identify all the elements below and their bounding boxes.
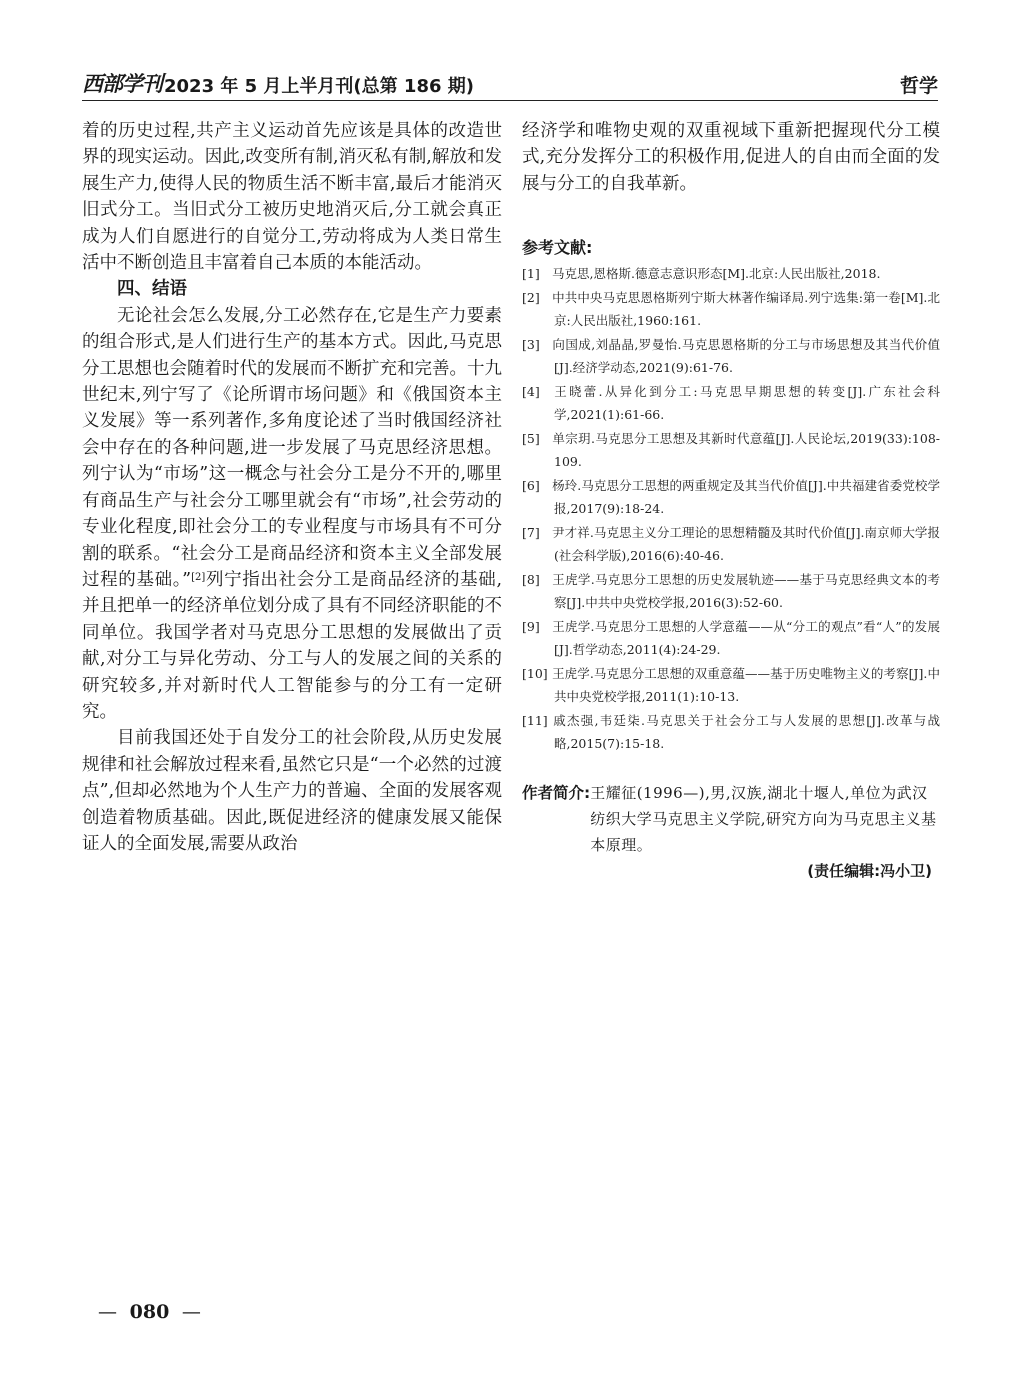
- reference-text: 尹才祥.马克思主义分工理论的思想精髓及其时代价值[J].南京师大学报(社会科学版),2016(6):40-46.: [552, 524, 940, 564]
- journal-logo: 西部学刊: [82, 72, 162, 96]
- reference-text: 马克思,恩格斯.德意志意识形态[M].北京:人民出版社,2018.: [552, 266, 881, 282]
- section-name: 哲学: [899, 75, 938, 97]
- paragraph-text: 列宁指出社会分工是商品经济的基础,并且把单一的经济单位划分成了具有不同经济职能的不同单位。我国学者对马克思分工思想的发展做出了贡献,对分工与异化劳动、分工与人的发展之间的关系的研究较多,并对新时代人工智能参与的分工有一定研究。: [82, 569, 503, 722]
- journal-title: [82, 68, 474, 98]
- reference-item: [522, 709, 940, 756]
- reference-number: [6]: [522, 477, 540, 493]
- author-text: 王耀征(1996—),男,汉族,湖北十堰人,单位为武汉纺织大学马克思主义学院,研究方向为马克思主义基本原理。: [590, 783, 937, 854]
- reference-item: [522, 474, 940, 521]
- reference-item: [522, 380, 940, 427]
- reference-number: [7]: [522, 524, 540, 540]
- reference-number: [1]: [522, 266, 540, 282]
- responsible-editor: (责任编辑:冯小卫): [807, 861, 932, 880]
- reference-item: [522, 568, 940, 615]
- right-column: [522, 118, 940, 884]
- reference-text: 王晓蕾.从异化到分工:马克思早期思想的转变[J].广东社会科学,2021(1):61-66.: [552, 383, 940, 423]
- reference-number: [3]: [522, 336, 540, 352]
- paragraph-text: 无论社会怎么发展,分工必然存在,它是生产力要素的组合形式,是人们进行生产的基本方式。因此,马克思分工思想也会随着时代的发展而不断扩充和完善。十九世纪末,列宁写了《论所谓市场问题》和《俄国资本主义发展》等一系列著作,多角度论述了当时俄国经济社会中存在的各种问题,进一步发展了马克思经济思想。列宁认为“市场”这一概念与社会分工是分不开的,哪里有商品生产与社会分工哪里就会有“市场”,社会劳动的专业化程度,即社会分工的专业程度与市场具有不可分割的联系。“社会分工是商品经济和资本主义全部发展过程的基础。”: [82, 305, 502, 590]
- author-label: 作者简介:: [522, 783, 591, 802]
- dash-left: —: [98, 1301, 117, 1323]
- header-rule: [82, 100, 938, 101]
- reference-text: 王虎学.马克思分工思想的历史发展轨迹——基于马克思经典文本的考察[J].中共中央党校学报,2016(3):52-60.: [552, 571, 940, 611]
- left-column: [82, 118, 502, 857]
- page-header: [82, 68, 938, 98]
- author-bio: [522, 780, 940, 858]
- page-number: 080: [129, 1301, 170, 1323]
- reference-text: 向国成,刘晶晶,罗曼怡.马克思恩格斯的分工与市场思想及其当代价值[J].经济学动态,2021(9):61-76.: [552, 336, 940, 376]
- paragraph: [82, 303, 502, 726]
- reference-text: 单宗玥.马克思分工思想及其新时代意蕴[J].人民论坛,2019(33):108-109.: [552, 430, 940, 470]
- references-title: 参考文献:: [522, 238, 593, 258]
- reference-item: [522, 262, 940, 286]
- reference-item: [522, 662, 940, 709]
- reference-number: [11]: [522, 712, 548, 728]
- paragraph-continued: 着的历史过程,共产主义运动首先应该是具体的改造世界的现实运动。因此,改变所有制,消灭私有制,解放和发展生产力,使得人民的物质生活不断丰富,最后才能消灭旧式分工。当旧式分工被历史地消灭后,分工就会真正成为人们自愿进行的自觉分工,劳动将成为人类日常生活中不断创造且丰富着自己本质的本能活动。: [82, 121, 502, 274]
- reference-text: 杨玲.马克思分工思想的两重规定及其当代价值[J].中共福建省委党校学报,2017(9):18-24.: [552, 477, 940, 517]
- reference-number: [2]: [522, 289, 540, 305]
- reference-item: [522, 521, 940, 568]
- citation-marker: [2]: [191, 571, 206, 583]
- reference-item: [522, 427, 940, 474]
- reference-text: 戚杰强,韦廷柒.马克思关于社会分工与人发展的思想[J].改革与战略,2015(7):15-18.: [552, 712, 940, 752]
- dash-right: —: [181, 1301, 201, 1323]
- reference-number: [4]: [522, 383, 540, 399]
- references-list: [522, 262, 940, 756]
- paragraph: 目前我国还处于自发分工的社会阶段,从历史发展规律和社会解放过程来看,虽然它只是“一个必然的过渡点”,但却必然地为个人生产力的普遍、全面的发展客观创造着物质基础。因此,既促进经济的健康发展又能保证人的全面发展,需要从政治: [82, 728, 502, 854]
- reference-number: [9]: [522, 618, 540, 634]
- paragraph-continued: 经济学和唯物史观的双重视域下重新把握现代分工模式,充分发挥分工的积极作用,促进人的自由而全面的发展与分工的自我革新。: [522, 121, 940, 194]
- reference-text: 中共中央马克思恩格斯列宁斯大林著作编译局.列宁选集:第一卷[M].北京:人民出版社,1960:161.: [552, 289, 940, 329]
- reference-text: 王虎学.马克思分工思想的人学意蕴——从“分工的观点”看“人”的发展[J].哲学动态,2011(4):24-29.: [552, 618, 940, 658]
- reference-number: [10]: [522, 665, 548, 681]
- reference-item: [522, 286, 940, 333]
- reference-item: [522, 615, 940, 662]
- section-heading: 四、结语: [117, 279, 187, 300]
- issue-info: 2023 年 5 月上半月刊(总第 186 期): [164, 76, 474, 97]
- reference-text: 王虎学.马克思分工思想的双重意蕴——基于历史唯物主义的考察[J].中共中央党校学报,2011(1):10-13.: [552, 665, 940, 705]
- reference-item: [522, 333, 940, 380]
- reference-number: [5]: [522, 430, 540, 446]
- reference-number: [8]: [522, 571, 540, 587]
- page-footer: [92, 1301, 207, 1323]
